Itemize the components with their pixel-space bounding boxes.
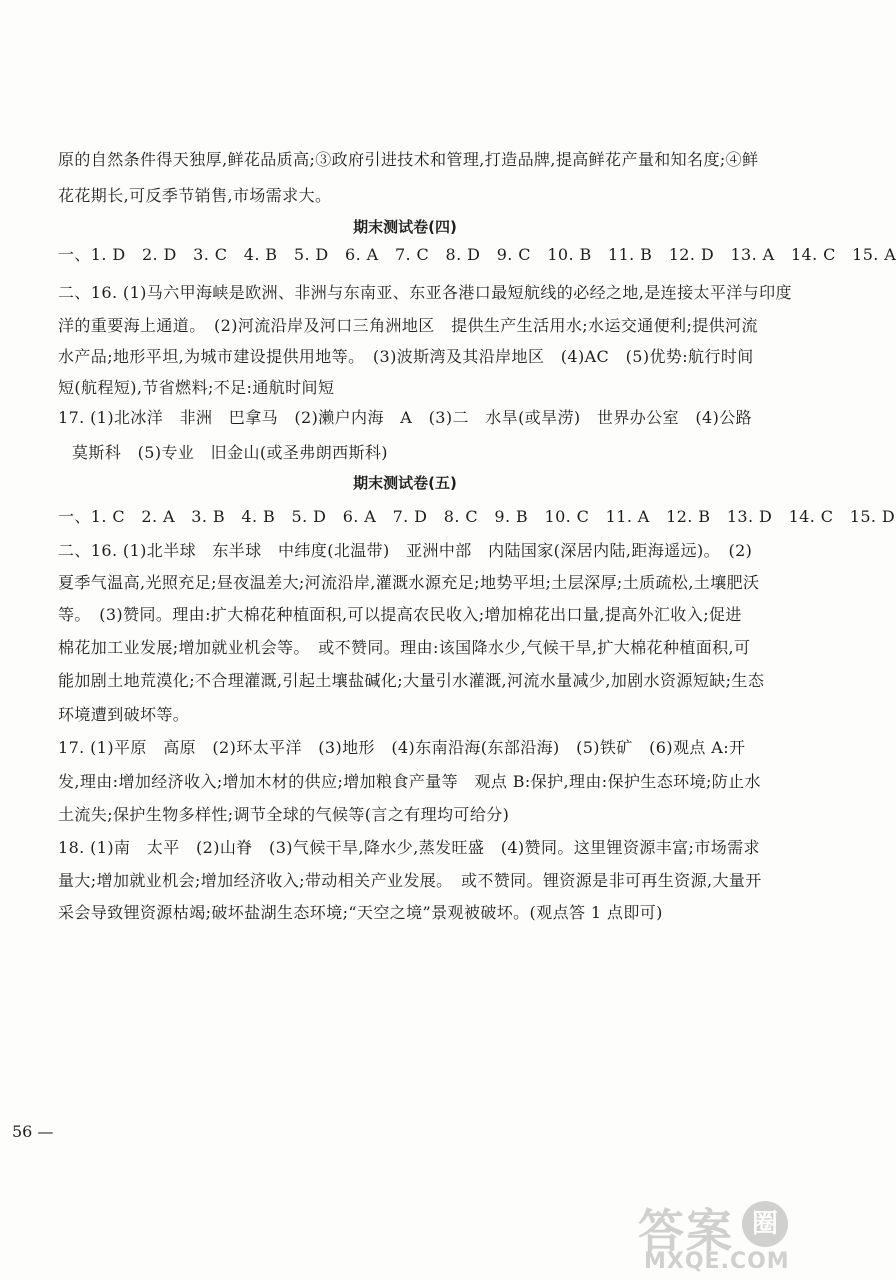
answer-line: 能加剧土地荒漠化;不合理灌溉,引起土壤盐碱化;大量引水灌溉,河流水量减少,加剧水资源短缺;生态 <box>58 671 765 690</box>
answer-line: 发,理由:增加经济收入;增加木材的供应;增加粮食产量等 观点 B:保护,理由:保护生态环境;防止水 <box>58 772 761 791</box>
answer-line: 夏季气温高,光照充足;昼夜温差大;河流沿岸,灌溉水源充足;地势平坦;土层深厚;土质疏松,土壤肥沃 <box>58 573 760 592</box>
section-title-exam-4: 期末测试卷(四) <box>353 218 457 236</box>
answer-line: 棉花加工业发展;增加就业机会等。 或不赞同。理由:该国降水少,气候干旱,扩大棉花种植面积,可 <box>58 638 751 657</box>
answer-line: 短(航程短),节省燃料;不足:通航时间短 <box>58 378 335 397</box>
answer-line: 二、16. (1)北半球 东半球 中纬度(北温带) 亚洲中部 内陆国家(深居内陆,距海遥远)。 (2) <box>58 541 753 560</box>
page-number: 56 — <box>12 1122 54 1141</box>
watermark-badge-icon: 圈 <box>742 1201 788 1247</box>
answer-line: 采会导致锂资源枯竭;破坏盐湖生态环境;“天空之境”景观被破坏。(观点答 1 点即可) <box>58 903 663 922</box>
answer-line: 土流失;保护生物多样性;调节全球的气候等(言之有理均可给分) <box>58 805 510 824</box>
answer-line: 水产品;地形平坦,为城市建设提供用地等。 (3)波斯湾及其沿岸地区 (4)AC (5)优势:航行时间 <box>58 347 754 366</box>
answer-line: 一、1. C 2. A 3. B 4. B 5. D 6. A 7. D 8. C 9. B 10. C 11. A 12. B 13. D 14. C 15. D <box>58 507 896 526</box>
answer-line: 17. (1)平原 高原 (2)环太平洋 (3)地形 (4)东南沿海(东部沿海) (5)铁矿 (6)观点 A:开 <box>58 738 746 757</box>
answer-line: 莫斯科 (5)专业 旧金山(或圣弗朗西斯科) <box>72 443 388 462</box>
section-title-exam-5: 期末测试卷(五) <box>353 474 457 492</box>
answer-line: 17. (1)北冰洋 非洲 巴拿马 (2)濑户内海 A (3)二 水旱(或旱涝) 世界办公室 (4)公路 <box>58 408 753 427</box>
answer-line: 量大;增加就业机会;增加经济收入;带动相关产业发展。 或不赞同。锂资源是非可再生资源,大量开 <box>58 871 762 890</box>
watermark-url: MXQE.COM <box>644 1249 790 1274</box>
watermark-text: 答案 <box>638 1204 734 1258</box>
answer-line: 环境遭到破坏等。 <box>58 705 190 724</box>
answer-line: 等。 (3)赞同。理由:扩大棉花种植面积,可以提高农民收入;增加棉花出口量,提高外汇收入;促进 <box>58 605 742 624</box>
text-line: 花花期长,可反季节销售,市场需求大。 <box>58 186 332 205</box>
answer-line: 洋的重要海上通道。 (2)河流沿岸及河口三角洲地区 提供生产生活用水;水运交通便利;提供河流 <box>58 316 758 335</box>
answer-line: 18. (1)南 太平 (2)山脊 (3)气候干旱,降水少,蒸发旺盛 (4)赞同。这里锂资源丰富;市场需求 <box>58 838 760 857</box>
watermark-logo <box>630 1195 800 1275</box>
answer-line: 二、16. (1)马六甲海峡是欧洲、非洲与东南亚、东亚各港口最短航线的必经之地,是连接太平洋与印度 <box>58 283 792 302</box>
text-line: 原的自然条件得天独厚,鲜花品质高;③政府引进技术和管理,打造品牌,提高鲜花产量和知名度;④鲜 <box>58 150 759 169</box>
answer-line: 一、1. D 2. D 3. C 4. B 5. D 6. A 7. C 8. D 9. C 10. B 11. B 12. D 13. A 14. C 15. A <box>58 245 896 264</box>
